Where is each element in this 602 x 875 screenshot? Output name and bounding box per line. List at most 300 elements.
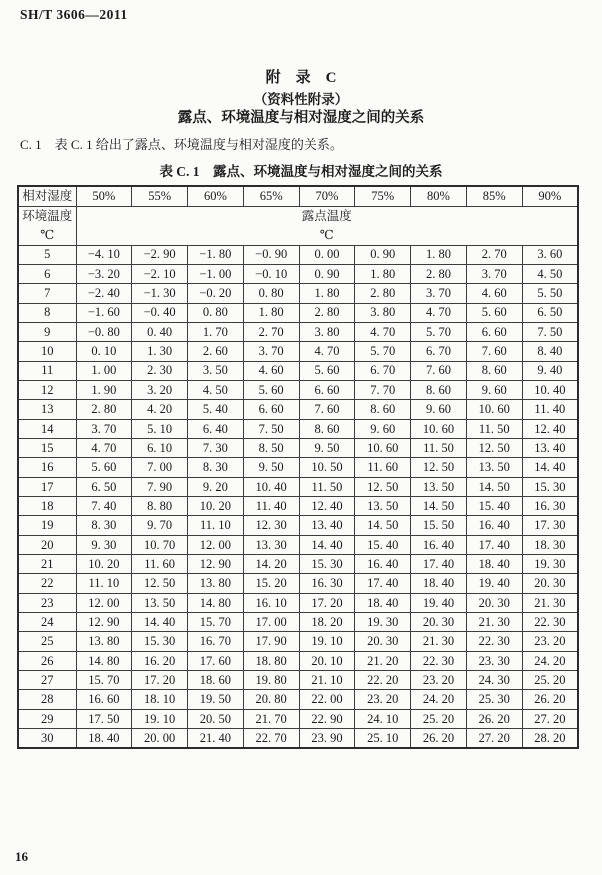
table-row bbox=[18, 380, 578, 399]
dew-point-cell: 13. 50 bbox=[355, 496, 411, 515]
dew-point-cell: 0. 40 bbox=[132, 322, 188, 341]
ambient-temp-header-line1: 环境温度 bbox=[22, 208, 73, 223]
dew-point-cell: 6. 60 bbox=[299, 380, 355, 399]
humidity-header: 80% bbox=[411, 186, 467, 206]
humidity-header-row bbox=[18, 186, 578, 206]
ambient-temp-header bbox=[18, 206, 76, 245]
dew-point-cell: 4. 70 bbox=[299, 342, 355, 361]
dew-point-cell: 11. 40 bbox=[522, 400, 578, 419]
dew-point-cell: 15. 70 bbox=[76, 671, 132, 690]
table-row bbox=[18, 303, 578, 322]
dew-point-cell: 18. 40 bbox=[466, 555, 522, 574]
dew-point-cell: 20. 10 bbox=[299, 651, 355, 670]
dew-point-cell: 6. 50 bbox=[522, 303, 578, 322]
ambient-temp-cell: 23 bbox=[18, 593, 76, 612]
dew-point-cell: 11. 50 bbox=[466, 419, 522, 438]
dew-point-cell: −0. 80 bbox=[76, 322, 132, 341]
dew-point-cell: −2. 90 bbox=[132, 245, 188, 264]
dew-point-cell: 12. 40 bbox=[522, 419, 578, 438]
dew-point-cell: 15. 30 bbox=[522, 477, 578, 496]
dew-point-cell: −2. 10 bbox=[132, 264, 188, 283]
dew-point-cell: 15. 40 bbox=[466, 496, 522, 515]
dew-point-cell: 10. 20 bbox=[76, 555, 132, 574]
dew-point-cell: 7. 00 bbox=[132, 458, 188, 477]
dew-point-cell: 7. 60 bbox=[466, 342, 522, 361]
ambient-temp-header-unit: ℃ bbox=[40, 227, 55, 242]
dew-point-cell: 20. 30 bbox=[411, 613, 467, 632]
dew-point-cell: 2. 60 bbox=[188, 342, 244, 361]
dew-point-cell: 17. 20 bbox=[299, 593, 355, 612]
dew-point-cell: 0. 10 bbox=[76, 342, 132, 361]
dew-point-cell: 12. 30 bbox=[243, 516, 299, 535]
dew-point-cell: 21. 20 bbox=[355, 651, 411, 670]
page-number: 16 bbox=[15, 849, 28, 864]
ambient-temp-cell: 18 bbox=[18, 496, 76, 515]
dew-point-cell: 4. 60 bbox=[466, 284, 522, 303]
appendix-heading: 露点、环境温度与相对湿度之间的关系 bbox=[177, 110, 425, 126]
humidity-header: 55% bbox=[132, 186, 188, 206]
dew-point-cell: 12. 90 bbox=[188, 555, 244, 574]
dew-point-cell: 14. 50 bbox=[355, 516, 411, 535]
dew-point-cell: 20. 00 bbox=[132, 729, 188, 748]
dew-point-cell: 1. 00 bbox=[76, 361, 132, 380]
dew-point-cell: −4. 10 bbox=[76, 245, 132, 264]
dew-point-cell: 22. 90 bbox=[299, 709, 355, 728]
humidity-header: 75% bbox=[355, 186, 411, 206]
dew-point-cell: 1. 30 bbox=[132, 342, 188, 361]
dew-point-cell: 14. 40 bbox=[522, 458, 578, 477]
dew-point-cell: 12. 50 bbox=[411, 458, 467, 477]
dew-point-cell: 25. 30 bbox=[466, 690, 522, 709]
dew-point-cell: 16. 60 bbox=[76, 690, 132, 709]
dew-point-cell: 14. 20 bbox=[243, 555, 299, 574]
dew-point-cell: 3. 80 bbox=[299, 322, 355, 341]
dew-point-cell: 10. 60 bbox=[411, 419, 467, 438]
table-row bbox=[18, 516, 578, 535]
dew-point-cell: 18. 10 bbox=[132, 690, 188, 709]
dew-point-cell: −0. 90 bbox=[243, 245, 299, 264]
table-row bbox=[18, 632, 578, 651]
table-row bbox=[18, 613, 578, 632]
dew-point-cell: 22. 30 bbox=[411, 651, 467, 670]
corner-header-relative-humidity: 相对湿度 bbox=[18, 186, 76, 206]
dew-point-cell: 9. 20 bbox=[188, 477, 244, 496]
ambient-temp-cell: 17 bbox=[18, 477, 76, 496]
dew-point-cell: 23. 20 bbox=[355, 690, 411, 709]
dew-point-cell: 5. 10 bbox=[132, 419, 188, 438]
dew-point-cell: 21. 30 bbox=[466, 613, 522, 632]
dew-point-cell: 16. 40 bbox=[466, 516, 522, 535]
dew-point-cell: 24. 20 bbox=[522, 651, 578, 670]
dew-point-cell: 11. 10 bbox=[188, 516, 244, 535]
dew-point-cell: 11. 40 bbox=[243, 496, 299, 515]
dew-point-cell: 12. 90 bbox=[76, 613, 132, 632]
humidity-header: 50% bbox=[76, 186, 132, 206]
dew-point-cell: 7. 60 bbox=[411, 361, 467, 380]
ambient-temp-cell: 6 bbox=[18, 264, 76, 283]
table-row bbox=[18, 438, 578, 457]
ambient-temp-cell: 30 bbox=[18, 729, 76, 748]
ambient-temp-cell: 11 bbox=[18, 361, 76, 380]
dew-point-cell: 21. 30 bbox=[522, 593, 578, 612]
dew-point-cell: 14. 80 bbox=[188, 593, 244, 612]
dew-point-cell: 10. 40 bbox=[243, 477, 299, 496]
table-row bbox=[18, 477, 578, 496]
dew-point-cell: 17. 00 bbox=[243, 613, 299, 632]
dew-point-cell: 17. 60 bbox=[188, 651, 244, 670]
dew-point-cell: 3. 70 bbox=[76, 419, 132, 438]
dew-point-cell: 18. 40 bbox=[411, 574, 467, 593]
table-row bbox=[18, 651, 578, 670]
ambient-temp-cell: 20 bbox=[18, 535, 76, 554]
dew-point-cell: 12. 50 bbox=[466, 438, 522, 457]
dew-point-cell: 6. 10 bbox=[132, 438, 188, 457]
dew-point-cell: −1. 00 bbox=[188, 264, 244, 283]
dew-point-cell: 4. 60 bbox=[243, 361, 299, 380]
humidity-header: 65% bbox=[243, 186, 299, 206]
dew-point-cell: 2. 70 bbox=[466, 245, 522, 264]
appendix-title: 附 录 C bbox=[265, 70, 337, 86]
dew-point-cell: 10. 20 bbox=[188, 496, 244, 515]
dew-point-cell: 24. 30 bbox=[466, 671, 522, 690]
ambient-temp-cell: 9 bbox=[18, 322, 76, 341]
dew-point-header bbox=[76, 206, 578, 245]
dew-point-cell: 16. 20 bbox=[132, 651, 188, 670]
ambient-temp-cell: 8 bbox=[18, 303, 76, 322]
ambient-temp-cell: 13 bbox=[18, 400, 76, 419]
dew-point-cell: 12. 00 bbox=[188, 535, 244, 554]
dew-point-cell: 22. 20 bbox=[355, 671, 411, 690]
dew-point-cell: 25. 20 bbox=[522, 671, 578, 690]
dew-point-cell: 25. 10 bbox=[355, 729, 411, 748]
dew-point-cell: 7. 40 bbox=[76, 496, 132, 515]
dew-point-cell: 22. 00 bbox=[299, 690, 355, 709]
table-row bbox=[18, 419, 578, 438]
dew-point-cell: 5. 70 bbox=[355, 342, 411, 361]
dew-point-cell: 19. 50 bbox=[188, 690, 244, 709]
dew-point-cell: 9. 60 bbox=[466, 380, 522, 399]
dew-point-cell: 21. 70 bbox=[243, 709, 299, 728]
dew-point-cell: 9. 70 bbox=[132, 516, 188, 535]
dew-point-cell: 5. 60 bbox=[76, 458, 132, 477]
dew-point-cell: 5. 60 bbox=[299, 361, 355, 380]
dew-point-cell: 22. 30 bbox=[466, 632, 522, 651]
table-row bbox=[18, 555, 578, 574]
dew-point-cell: 13. 80 bbox=[76, 632, 132, 651]
dew-point-cell: 7. 60 bbox=[299, 400, 355, 419]
dew-point-cell: 17. 20 bbox=[132, 671, 188, 690]
dew-point-cell: 16. 70 bbox=[188, 632, 244, 651]
dew-point-cell: 27. 20 bbox=[466, 729, 522, 748]
dew-point-cell: 7. 30 bbox=[188, 438, 244, 457]
humidity-header: 85% bbox=[466, 186, 522, 206]
table-row bbox=[18, 458, 578, 477]
dew-point-cell: 0. 80 bbox=[243, 284, 299, 303]
appendix-subtitle: （资料性附录） bbox=[253, 92, 349, 107]
dew-point-cell: 7. 50 bbox=[243, 419, 299, 438]
dew-point-cell: 1. 80 bbox=[355, 264, 411, 283]
dew-point-cell: 17. 40 bbox=[466, 535, 522, 554]
dew-point-cell: 8. 60 bbox=[466, 361, 522, 380]
dew-point-cell: 6. 70 bbox=[411, 342, 467, 361]
dew-point-cell: 6. 40 bbox=[188, 419, 244, 438]
dew-point-cell: 17. 50 bbox=[76, 709, 132, 728]
dew-point-cell: 3. 70 bbox=[243, 342, 299, 361]
dew-point-cell: 13. 30 bbox=[243, 535, 299, 554]
dew-point-cell: 1. 80 bbox=[411, 245, 467, 264]
dew-point-cell: 18. 40 bbox=[76, 729, 132, 748]
dew-point-cell: 17. 40 bbox=[355, 574, 411, 593]
dew-point-cell: 27. 20 bbox=[522, 709, 578, 728]
table-row bbox=[18, 245, 578, 264]
ambient-temp-cell: 10 bbox=[18, 342, 76, 361]
dew-point-cell: 13. 50 bbox=[132, 593, 188, 612]
dew-point-cell: 13. 80 bbox=[188, 574, 244, 593]
dew-point-cell: 10. 60 bbox=[355, 438, 411, 457]
dew-point-cell: 23. 30 bbox=[466, 651, 522, 670]
dew-point-cell: 11. 50 bbox=[411, 438, 467, 457]
dew-point-cell: 15. 30 bbox=[132, 632, 188, 651]
dew-point-cell: 3. 20 bbox=[132, 380, 188, 399]
dew-point-cell: 9. 50 bbox=[299, 438, 355, 457]
clause-c1-text: C. 1 表 C. 1 给出了露点、环境温度与相对湿度的关系。 bbox=[20, 137, 343, 152]
dew-point-cell: 22. 30 bbox=[522, 613, 578, 632]
dew-point-cell: 5. 50 bbox=[522, 284, 578, 303]
dew-point-cell: 22. 70 bbox=[243, 729, 299, 748]
dew-point-cell: −0. 20 bbox=[188, 284, 244, 303]
dew-point-cell: 3. 60 bbox=[522, 245, 578, 264]
dew-point-cell: 14. 80 bbox=[76, 651, 132, 670]
dew-point-cell: 16. 40 bbox=[411, 535, 467, 554]
dew-point-cell: 8. 60 bbox=[411, 380, 467, 399]
dew-point-cell: 12. 50 bbox=[355, 477, 411, 496]
dew-point-cell: 9. 30 bbox=[76, 535, 132, 554]
table-row bbox=[18, 496, 578, 515]
dew-point-cell: 13. 40 bbox=[299, 516, 355, 535]
dew-point-table bbox=[17, 185, 579, 749]
dew-point-cell: 6. 50 bbox=[76, 477, 132, 496]
dew-point-cell: 0. 90 bbox=[299, 264, 355, 283]
dew-point-cell: 13. 50 bbox=[411, 477, 467, 496]
dew-point-cell: 12. 40 bbox=[299, 496, 355, 515]
ambient-temp-cell: 19 bbox=[18, 516, 76, 535]
dew-point-cell: 19. 40 bbox=[466, 574, 522, 593]
ambient-temp-cell: 26 bbox=[18, 651, 76, 670]
dew-point-cell: 7. 70 bbox=[355, 380, 411, 399]
ambient-temp-cell: 21 bbox=[18, 555, 76, 574]
dew-point-cell: 5. 60 bbox=[243, 380, 299, 399]
dew-point-header-unit: ℃ bbox=[319, 227, 334, 242]
dew-point-cell: 8. 40 bbox=[522, 342, 578, 361]
dew-point-cell: 14. 50 bbox=[411, 496, 467, 515]
dew-point-cell: 1. 80 bbox=[243, 303, 299, 322]
dew-point-cell: 8. 60 bbox=[355, 400, 411, 419]
dew-point-cell: 23. 20 bbox=[411, 671, 467, 690]
table-row bbox=[18, 322, 578, 341]
dew-point-cell: 9. 50 bbox=[243, 458, 299, 477]
dew-point-cell: 25. 20 bbox=[411, 709, 467, 728]
dew-point-cell: 15. 30 bbox=[299, 555, 355, 574]
dew-point-cell: 2. 80 bbox=[76, 400, 132, 419]
ambient-temp-cell: 24 bbox=[18, 613, 76, 632]
table-row bbox=[18, 342, 578, 361]
humidity-header: 70% bbox=[299, 186, 355, 206]
dew-point-cell: 10. 50 bbox=[299, 458, 355, 477]
dew-point-cell: 20. 30 bbox=[355, 632, 411, 651]
dew-point-cell: 16. 30 bbox=[522, 496, 578, 515]
humidity-header: 60% bbox=[188, 186, 244, 206]
dew-point-cell: 6. 70 bbox=[355, 361, 411, 380]
ambient-temp-cell: 25 bbox=[18, 632, 76, 651]
dew-point-cell: 4. 50 bbox=[522, 264, 578, 283]
dew-point-cell: −0. 10 bbox=[243, 264, 299, 283]
dew-point-cell: 18. 30 bbox=[522, 535, 578, 554]
dew-point-cell: 16. 30 bbox=[299, 574, 355, 593]
dew-point-cell: 24. 20 bbox=[411, 690, 467, 709]
dew-point-cell: 3. 50 bbox=[188, 361, 244, 380]
dew-point-cell: 14. 40 bbox=[299, 535, 355, 554]
dew-point-cell: 24. 10 bbox=[355, 709, 411, 728]
document-code: SH/T 3606—2011 bbox=[20, 7, 128, 22]
ambient-temp-cell: 29 bbox=[18, 709, 76, 728]
dew-point-cell: 19. 80 bbox=[243, 671, 299, 690]
ambient-temp-cell: 15 bbox=[18, 438, 76, 457]
table-row bbox=[18, 690, 578, 709]
table-row bbox=[18, 593, 578, 612]
table-row bbox=[18, 574, 578, 593]
dew-point-cell: 7. 50 bbox=[522, 322, 578, 341]
dew-point-cell: 7. 90 bbox=[132, 477, 188, 496]
dew-point-cell: 5. 40 bbox=[188, 400, 244, 419]
dew-point-cell: 5. 60 bbox=[466, 303, 522, 322]
table-row bbox=[18, 671, 578, 690]
ambient-temp-cell: 16 bbox=[18, 458, 76, 477]
dew-point-cell: 14. 40 bbox=[132, 613, 188, 632]
ambient-temp-cell: 22 bbox=[18, 574, 76, 593]
table-row bbox=[18, 400, 578, 419]
dew-point-cell: 26. 20 bbox=[466, 709, 522, 728]
ambient-temp-cell: 14 bbox=[18, 419, 76, 438]
table-row bbox=[18, 709, 578, 728]
dew-point-cell: 15. 70 bbox=[188, 613, 244, 632]
dew-point-cell: 15. 50 bbox=[411, 516, 467, 535]
dew-point-cell: 1. 80 bbox=[299, 284, 355, 303]
dew-point-cell: −1. 80 bbox=[188, 245, 244, 264]
dew-point-cell: 23. 90 bbox=[299, 729, 355, 748]
dew-point-cell: 19. 10 bbox=[299, 632, 355, 651]
dew-point-cell: 2. 80 bbox=[411, 264, 467, 283]
dew-point-cell: 9. 40 bbox=[522, 361, 578, 380]
dew-point-cell: 28. 20 bbox=[522, 729, 578, 748]
dew-point-cell: 6. 60 bbox=[466, 322, 522, 341]
dew-point-cell: 4. 70 bbox=[76, 438, 132, 457]
dew-point-cell: 4. 70 bbox=[411, 303, 467, 322]
dew-point-cell: 0. 00 bbox=[299, 245, 355, 264]
dew-point-cell: 16. 40 bbox=[355, 555, 411, 574]
dew-point-cell: 2. 70 bbox=[243, 322, 299, 341]
dew-point-cell: 8. 60 bbox=[299, 419, 355, 438]
dew-point-cell: 11. 50 bbox=[299, 477, 355, 496]
dew-point-cell: 9. 60 bbox=[355, 419, 411, 438]
ambient-temp-cell: 27 bbox=[18, 671, 76, 690]
dew-point-cell: 20. 50 bbox=[188, 709, 244, 728]
table-row bbox=[18, 284, 578, 303]
dew-point-cell: 19. 40 bbox=[411, 593, 467, 612]
dew-point-cell: 17. 90 bbox=[243, 632, 299, 651]
dew-point-cell: 12. 50 bbox=[132, 574, 188, 593]
dew-point-cell: 14. 50 bbox=[466, 477, 522, 496]
ambient-temp-cell: 5 bbox=[18, 245, 76, 264]
dew-point-cell: 19. 10 bbox=[132, 709, 188, 728]
dew-point-cell: 3. 70 bbox=[411, 284, 467, 303]
subheader-row bbox=[18, 206, 578, 245]
dew-point-cell: 10. 70 bbox=[132, 535, 188, 554]
dew-point-cell: 8. 30 bbox=[188, 458, 244, 477]
dew-point-cell: 13. 40 bbox=[522, 438, 578, 457]
dew-point-cell: 17. 30 bbox=[522, 516, 578, 535]
dew-point-cell: 11. 60 bbox=[355, 458, 411, 477]
dew-point-cell: 13. 50 bbox=[466, 458, 522, 477]
dew-point-cell: −0. 40 bbox=[132, 303, 188, 322]
dew-point-cell: 2. 80 bbox=[299, 303, 355, 322]
dew-point-cell: 6. 60 bbox=[243, 400, 299, 419]
dew-point-cell: 4. 50 bbox=[188, 380, 244, 399]
dew-point-cell: 10. 60 bbox=[466, 400, 522, 419]
dew-point-header-line1: 露点温度 bbox=[301, 208, 352, 223]
dew-point-cell: 26. 20 bbox=[411, 729, 467, 748]
dew-point-cell: 2. 30 bbox=[132, 361, 188, 380]
humidity-header: 90% bbox=[522, 186, 578, 206]
table-caption: 表 C. 1 露点、环境温度与相对湿度之间的关系 bbox=[159, 164, 443, 179]
dew-point-cell: 8. 80 bbox=[132, 496, 188, 515]
dew-point-cell: 8. 30 bbox=[76, 516, 132, 535]
dew-point-cell: 21. 10 bbox=[299, 671, 355, 690]
dew-point-cell: 11. 10 bbox=[76, 574, 132, 593]
dew-point-cell: 11. 60 bbox=[132, 555, 188, 574]
dew-point-cell: 20. 30 bbox=[522, 574, 578, 593]
dew-point-cell: 10. 40 bbox=[522, 380, 578, 399]
dew-point-cell: −3. 20 bbox=[76, 264, 132, 283]
table-row bbox=[18, 264, 578, 283]
dew-point-cell: 3. 70 bbox=[466, 264, 522, 283]
dew-point-cell: 15. 40 bbox=[355, 535, 411, 554]
dew-point-cell: 19. 30 bbox=[355, 613, 411, 632]
dew-point-cell: 18. 40 bbox=[355, 593, 411, 612]
dew-point-cell: 3. 80 bbox=[355, 303, 411, 322]
dew-point-cell: 5. 70 bbox=[411, 322, 467, 341]
dew-point-cell: 9. 60 bbox=[411, 400, 467, 419]
table-row bbox=[18, 535, 578, 554]
dew-point-cell: 18. 20 bbox=[299, 613, 355, 632]
ambient-temp-cell: 7 bbox=[18, 284, 76, 303]
dew-point-cell: 4. 70 bbox=[355, 322, 411, 341]
dew-point-cell: 20. 30 bbox=[466, 593, 522, 612]
dew-point-cell: −2. 40 bbox=[76, 284, 132, 303]
dew-point-cell: 2. 80 bbox=[355, 284, 411, 303]
dew-point-cell: 26. 20 bbox=[522, 690, 578, 709]
dew-point-cell: 17. 40 bbox=[411, 555, 467, 574]
dew-point-cell: 21. 40 bbox=[188, 729, 244, 748]
dew-point-cell: 0. 90 bbox=[355, 245, 411, 264]
ambient-temp-cell: 12 bbox=[18, 380, 76, 399]
dew-point-cell: 1. 90 bbox=[76, 380, 132, 399]
dew-point-cell: −1. 30 bbox=[132, 284, 188, 303]
dew-point-cell: −1. 60 bbox=[76, 303, 132, 322]
table-row bbox=[18, 729, 578, 748]
dew-point-cell: 8. 50 bbox=[243, 438, 299, 457]
dew-point-cell: 19. 30 bbox=[522, 555, 578, 574]
dew-point-cell: 23. 20 bbox=[522, 632, 578, 651]
